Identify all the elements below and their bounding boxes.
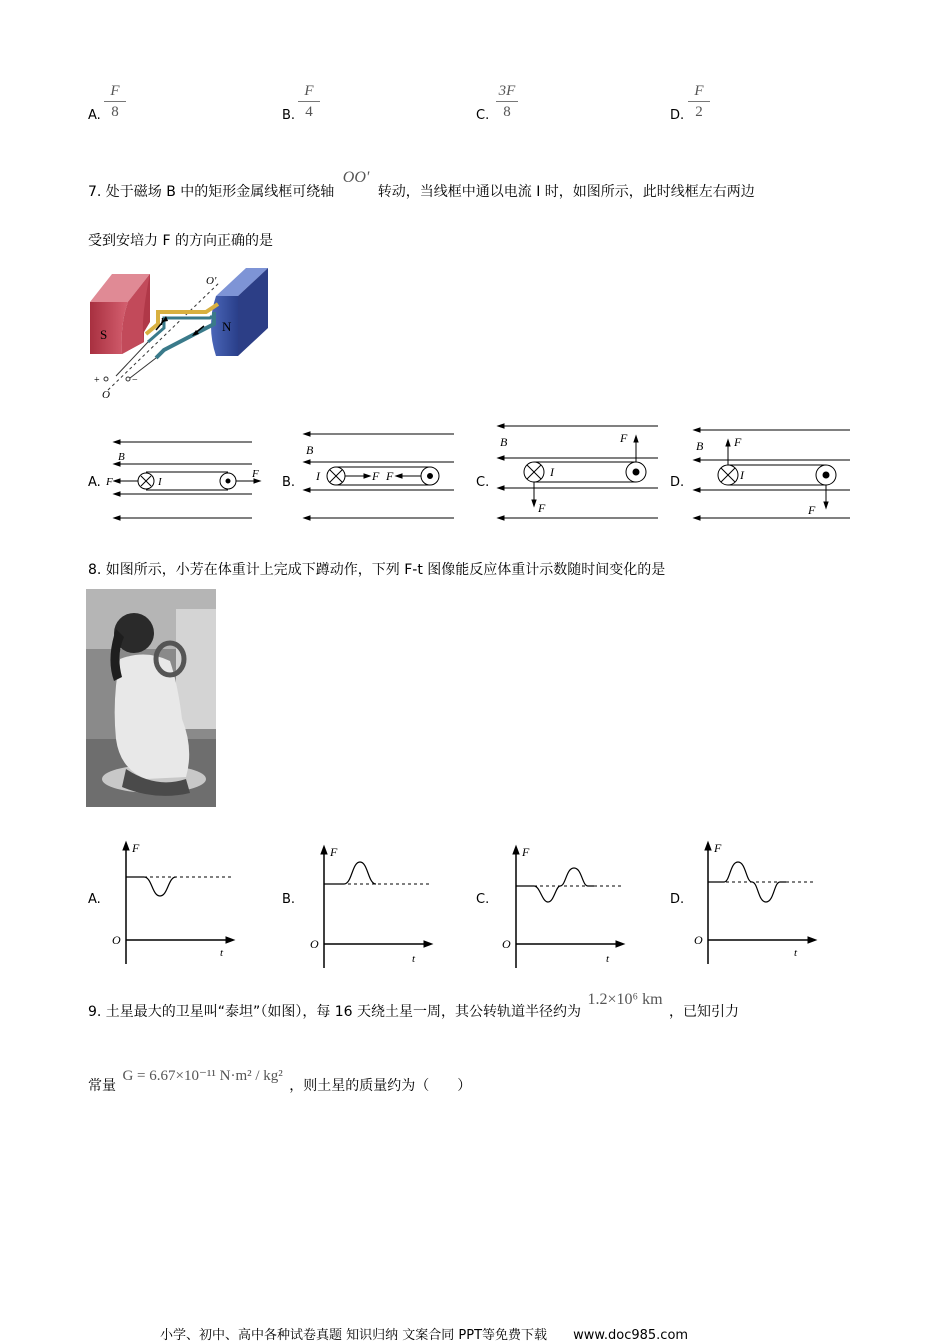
- q6-option-d-label: D.: [670, 108, 685, 123]
- i-symbol: I: [740, 468, 744, 482]
- q8-option-c-label: C.: [476, 892, 490, 907]
- minus-label: −: [132, 375, 138, 386]
- q8-option-d-label: D.: [670, 892, 685, 907]
- q7-axis-symbol: OO': [342, 169, 370, 186]
- f-symbol: F: [808, 503, 816, 517]
- q7-option-d-label: D.: [670, 475, 685, 490]
- q7-question-line2: 受到安培力 F 的方向正确的是: [88, 233, 273, 249]
- q6-option-a-fraction: F 8: [102, 82, 128, 121]
- o-prime-label: O': [206, 275, 217, 287]
- f-symbol: F: [386, 469, 394, 483]
- q9-question-line1: 9. 土星最大的卫星叫“泰坦”（如图），每 16 天绕土星一周，其公转轨道半径约为 1.2×10⁶ km ，已知引力: [88, 991, 739, 1020]
- f-symbol: F: [106, 476, 113, 488]
- q8-option-b-label: B.: [282, 892, 296, 907]
- b-symbol: B: [306, 443, 314, 457]
- f-symbol: F: [372, 469, 380, 483]
- q7-option-b-diagram: [296, 426, 458, 524]
- n-pole: [211, 268, 268, 356]
- b-symbol: B: [500, 435, 508, 449]
- q6-option-b-fraction: F 4: [296, 82, 322, 121]
- q6-option-c-label: C.: [476, 108, 490, 123]
- origin-label: O: [694, 933, 703, 947]
- i-symbol: I: [550, 465, 554, 479]
- q8-option-a-graph: [106, 836, 236, 968]
- q6-option-a-label: A.: [88, 108, 101, 123]
- f-symbol: F: [620, 431, 628, 445]
- q6-option-c-fraction: 3F 8: [494, 82, 520, 121]
- q9-radius: 1.2×10⁶ km: [587, 991, 663, 1008]
- b-symbol: B: [696, 439, 704, 453]
- q8-option-a-label: A.: [88, 892, 101, 907]
- q9-gravitational-constant: G = 6.67×10⁻¹¹ N·m² / kg²: [122, 1068, 283, 1084]
- origin-label: O: [310, 937, 319, 951]
- i-symbol: I: [158, 476, 162, 488]
- q7-option-c-diagram: [490, 418, 662, 524]
- o-label: O: [102, 389, 110, 401]
- q7-magnet-figure: [86, 262, 276, 404]
- f-axis-label: F: [522, 845, 530, 859]
- q7-question-line1: 7. 处于磁场 B 中的矩形金属线框可绕轴 OO' 转动，当线框中通以电流 I 时，如图所示，此时线框左右两边: [88, 169, 755, 200]
- q7-option-b-label: B.: [282, 475, 296, 490]
- q9-question-line2: 常量 G = 6.67×10⁻¹¹ N·m² / kg² ，则土星的质量约为（ ）: [88, 1068, 472, 1094]
- q8-squat-photo: [86, 589, 216, 807]
- t-axis-label: t: [412, 953, 416, 965]
- q8-option-d-graph: [688, 836, 818, 968]
- f-symbol: F: [252, 468, 259, 480]
- f-symbol: F: [538, 501, 546, 515]
- current-label: I: [160, 316, 164, 328]
- footer-text: 小学、初中、高中各种试卷真题 知识归纳 文案合同 PPT等免费下载: [160, 1328, 548, 1343]
- f-axis-label: F: [132, 841, 140, 855]
- q6-option-d-fraction: F 2: [686, 82, 712, 121]
- s-pole: [90, 274, 150, 354]
- t-axis-label: t: [606, 953, 610, 965]
- t-axis-label: t: [220, 947, 224, 959]
- f-axis-label: F: [714, 841, 722, 855]
- b-symbol: B: [118, 451, 125, 463]
- n-label: N: [222, 319, 232, 334]
- t-axis-label: t: [794, 947, 798, 959]
- q8-question-text: 8. 如图所示，小芳在体重计上完成下蹲动作，下列 F-t 图像能反应体重计示数随时间变化的是: [88, 562, 666, 578]
- origin-label: O: [112, 933, 121, 947]
- footer-site-link[interactable]: www.doc985.com: [573, 1328, 689, 1343]
- q8-option-b-graph: [304, 840, 434, 972]
- q6-option-b-label: B.: [282, 108, 296, 123]
- plus-label: +: [94, 375, 100, 386]
- q7-option-a-diagram: [102, 432, 262, 524]
- q7-option-d-diagram: [686, 422, 854, 524]
- s-label: S: [100, 327, 108, 342]
- f-symbol: F: [734, 435, 742, 449]
- f-axis-label: F: [330, 845, 338, 859]
- q7-option-c-label: C.: [476, 475, 490, 490]
- q7-option-a-label: A.: [88, 475, 101, 490]
- q8-option-c-graph: [496, 840, 626, 972]
- origin-label: O: [502, 937, 511, 951]
- page-footer: [160, 1324, 688, 1343]
- i-symbol: I: [316, 469, 320, 483]
